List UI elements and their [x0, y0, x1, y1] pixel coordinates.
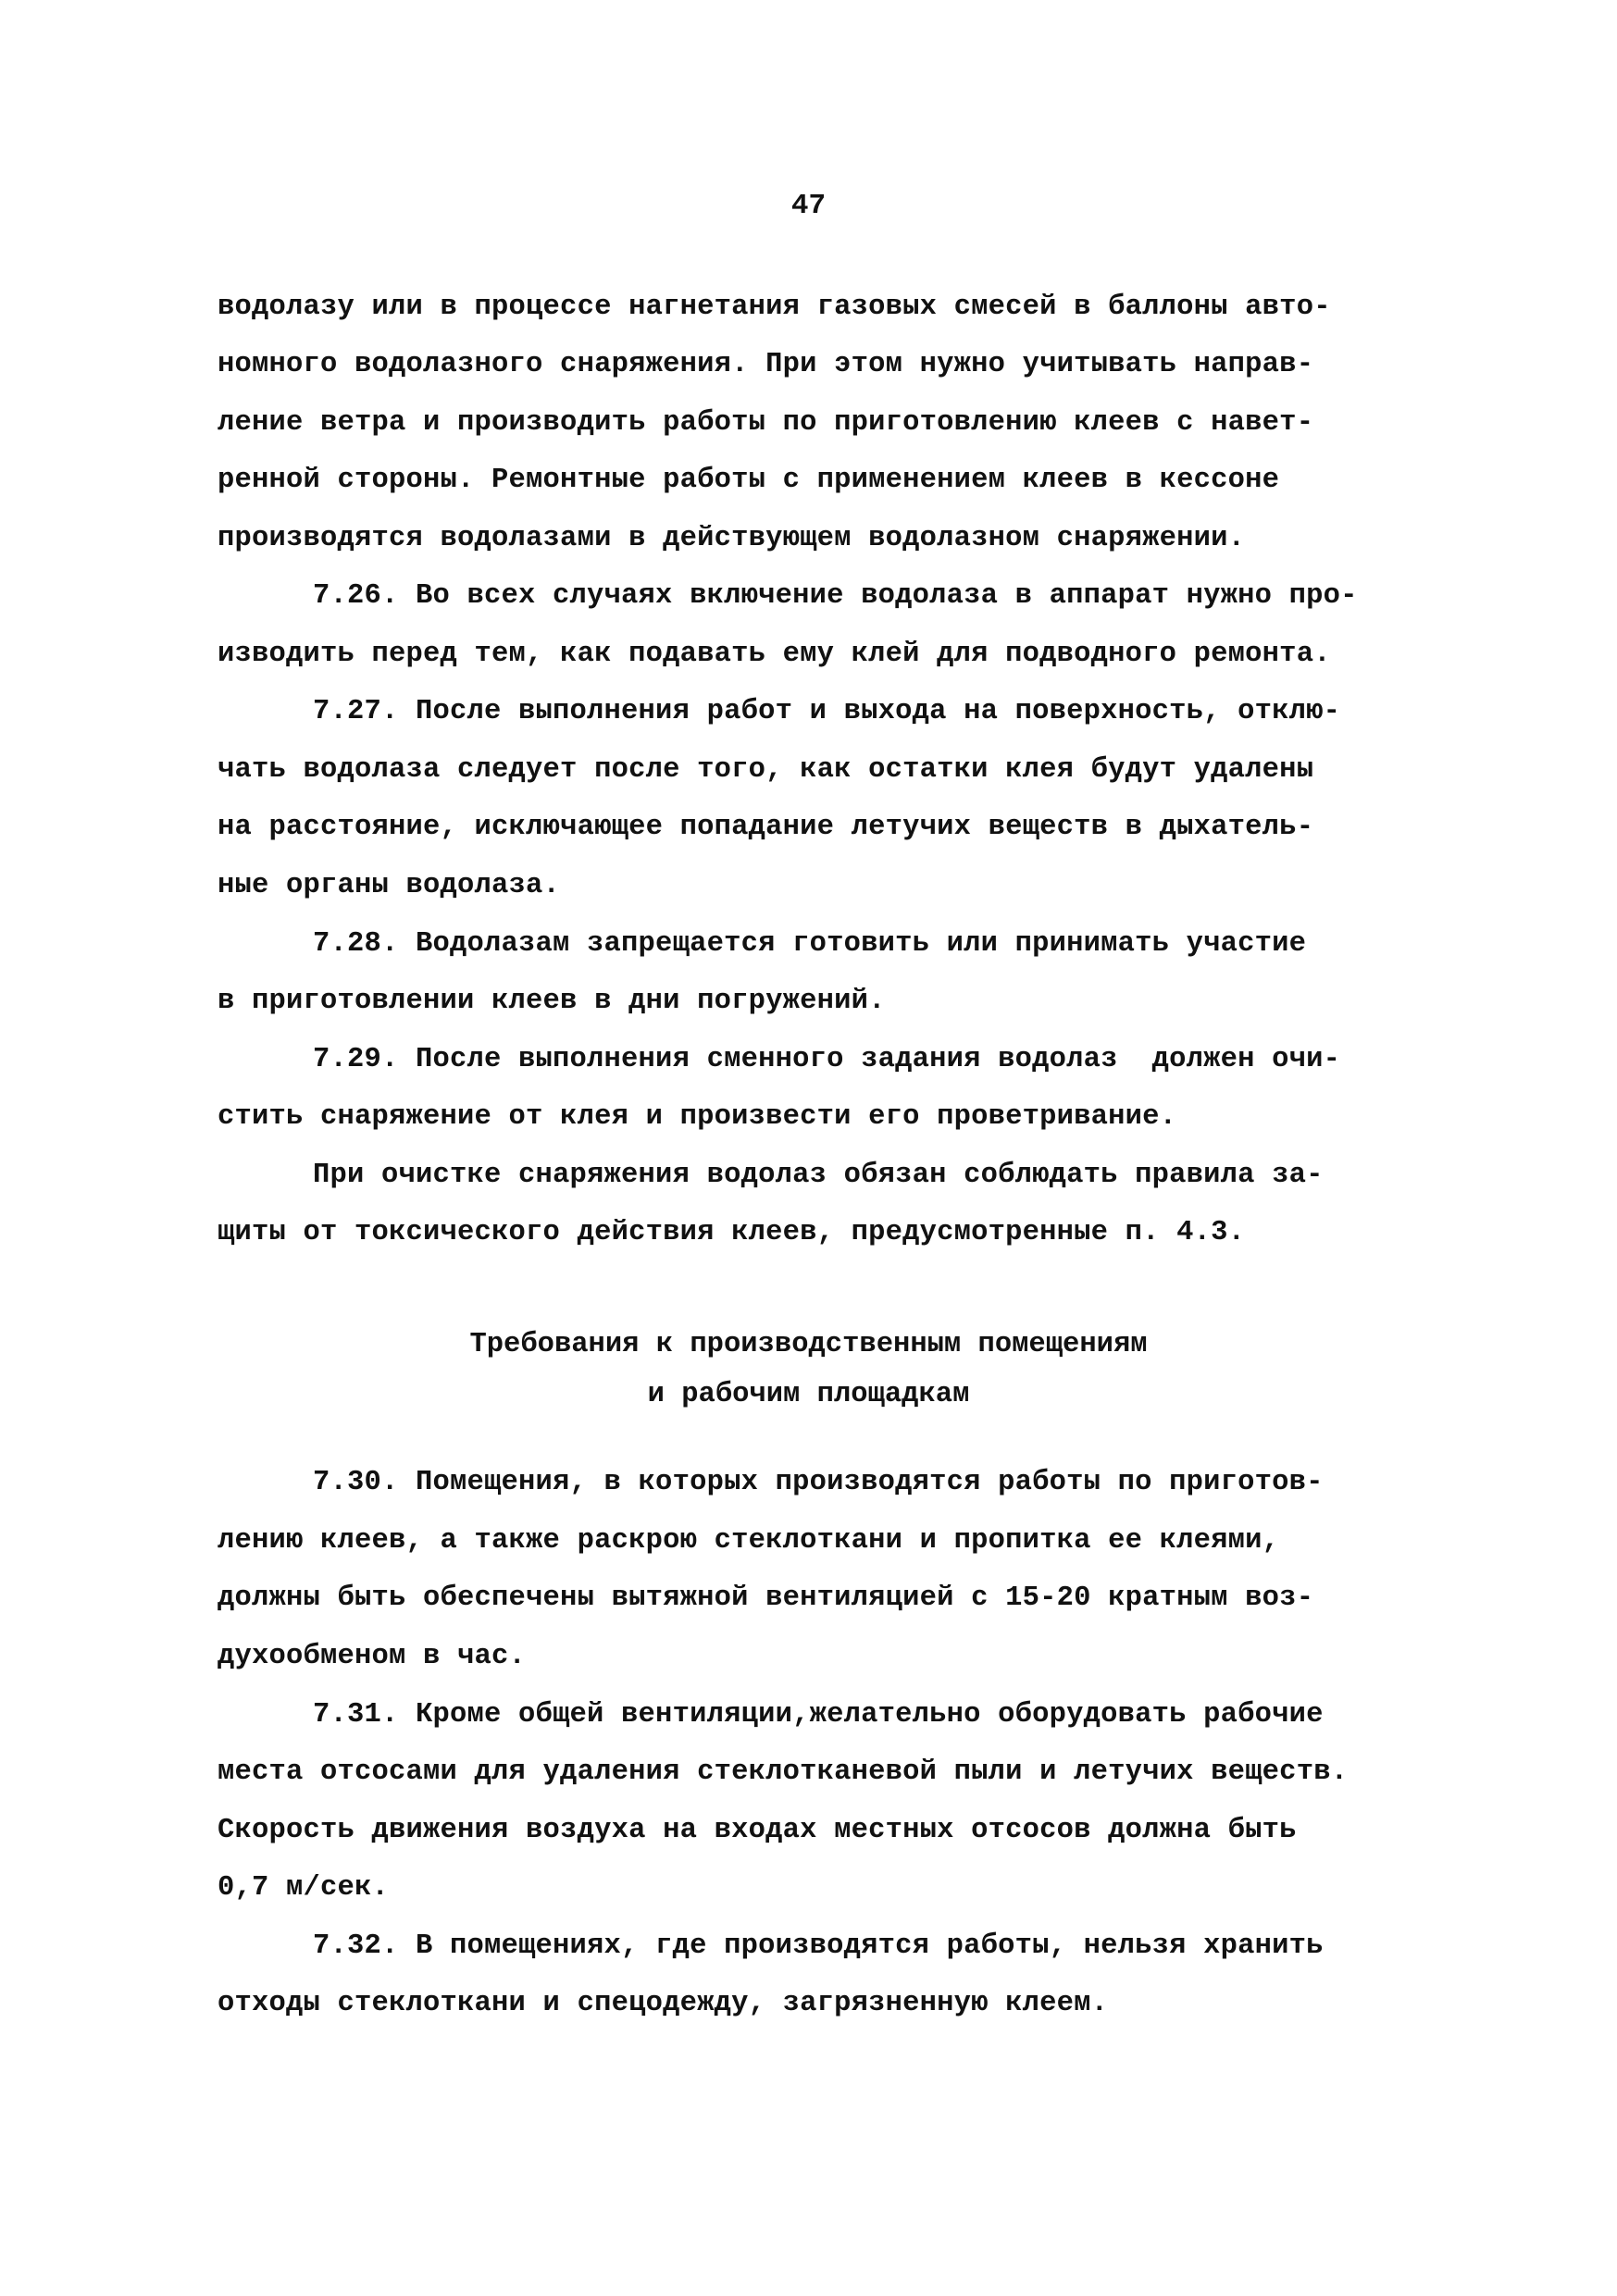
text-line: ные органы водолаза.: [218, 870, 561, 901]
text-line: чать водолаза следует после того, как остатки клея будут удалены: [218, 754, 1314, 786]
text-line: производятся водолазами в действующем водолазном снаряжении.: [218, 523, 1246, 554]
page-number: 47: [790, 190, 827, 222]
text-line: 7.27. После выполнения работ и выхода на поверхность, отклю-: [313, 696, 1341, 727]
text-line: стить снаряжение от клея и произвести его проветривание.: [218, 1101, 1177, 1133]
text-line: 7.29. После выполнения сменного задания водолаз должен очи-: [313, 1044, 1341, 1075]
text-line: При очистке снаряжения водолаз обязан соблюдать правила за-: [313, 1160, 1324, 1191]
text-line: водолазу или в процессе нагнетания газовых смесей в баллоны авто-: [218, 292, 1331, 323]
text-line: в приготовлении клеев в дни погружений.: [218, 986, 886, 1017]
text-line: 0,7 м/сек.: [218, 1872, 390, 1904]
text-line: 7.31. Кроме общей вентиляции,желательно оборудовать рабочие: [313, 1699, 1324, 1731]
text-line: 7.30. Помещения, в которых производятся работы по приготов-: [313, 1467, 1324, 1498]
text-line: должны быть обеспечены вытяжной вентиляцией с 15-20 кратным воз-: [218, 1582, 1314, 1614]
text-line: отходы стеклоткани и спецодежду, загрязненную клеем.: [218, 1988, 1109, 2019]
text-line: духообменом в час.: [218, 1641, 527, 1672]
heading-line: и рабочим площадкам: [647, 1379, 970, 1410]
text-line: места отсосами для удаления стеклотканевой пыли и летучих веществ.: [218, 1756, 1349, 1788]
heading-line: Требования к производственным помещениям: [469, 1329, 1148, 1360]
text-line: Скорость движения воздуха на входах местных отсосов должна быть: [218, 1815, 1297, 1846]
text-line: 7.26. Во всех случаях включение водолаза в аппарат нужно про-: [313, 580, 1358, 612]
text-line: 7.32. В помещениях, где производятся работы, нельзя хранить: [313, 1930, 1324, 1962]
text-line: изводить перед тем, как подавать ему клей для подводного ремонта.: [218, 639, 1331, 670]
text-line: щиты от токсического действия клеев, предусмотренные п. 4.3.: [218, 1217, 1246, 1248]
text-line: лению клеев, а также раскрою стеклоткани и пропитка ее клеями,: [218, 1525, 1280, 1557]
text-line: 7.28. Водолазам запрещается готовить или принимать участие: [313, 928, 1307, 960]
text-line: ренной стороны. Ремонтные работы с применением клеев в кессоне: [218, 465, 1280, 496]
text-line: номного водолазного снаряжения. При этом нужно учитывать направ-: [218, 349, 1314, 380]
text-line: ление ветра и производить работы по приготовлению клеев с навет-: [218, 407, 1314, 439]
text-line: на расстояние, исключающее попадание летучих веществ в дыхатель-: [218, 812, 1314, 843]
